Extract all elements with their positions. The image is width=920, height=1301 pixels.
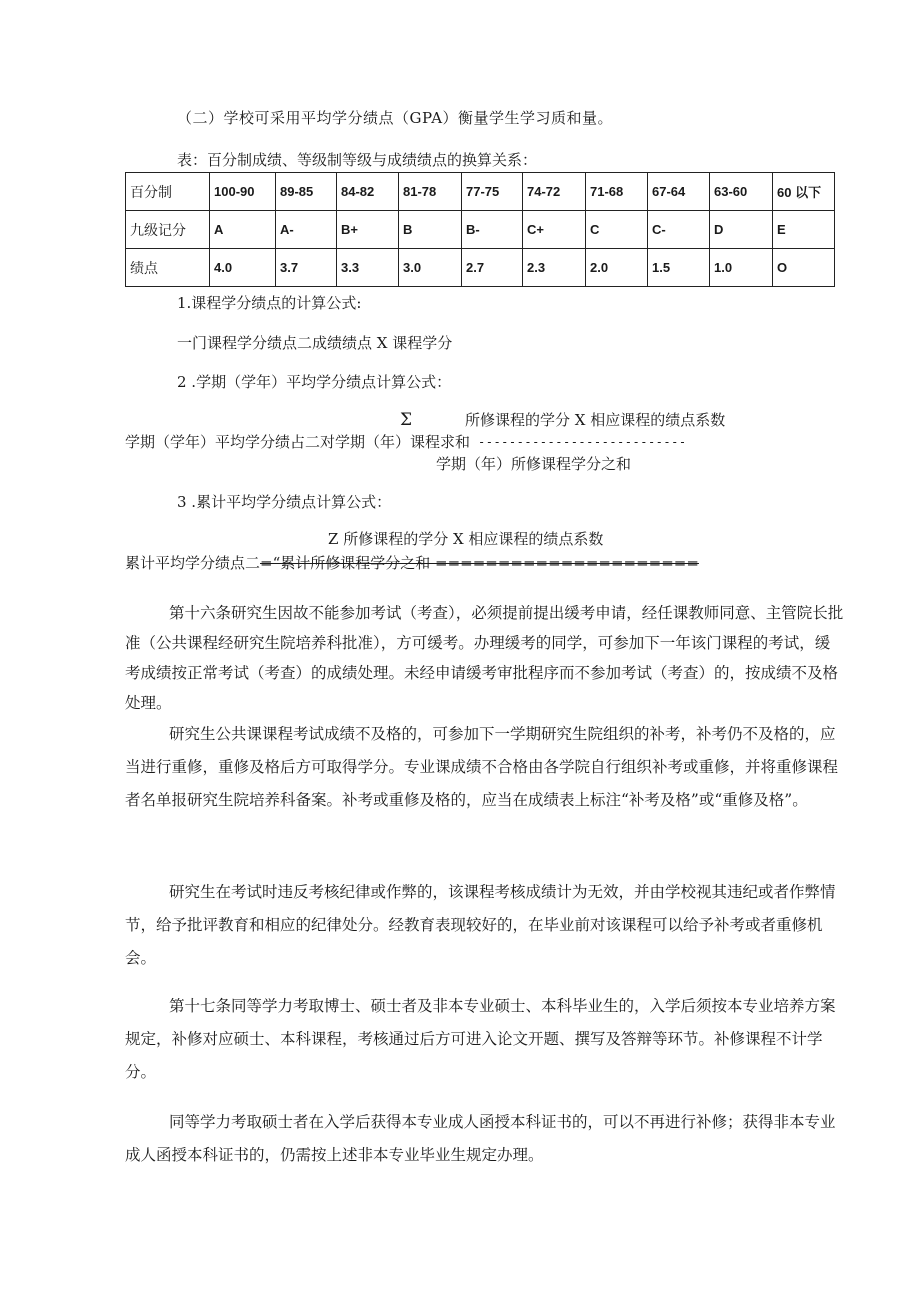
row-label: 绩点 <box>126 249 210 287</box>
table-cell: B- <box>462 211 523 249</box>
formula1-body: 一门课程学分绩点二成绩绩点 X 课程学分 <box>177 334 453 352</box>
table-cell: 74-72 <box>523 173 586 211</box>
table-cell: E <box>773 211 835 249</box>
table-cell: 81-78 <box>399 173 462 211</box>
table-cell: 3.7 <box>276 249 337 287</box>
table-cell: 63-60 <box>710 173 773 211</box>
article-17-paragraph <box>125 990 845 1089</box>
table-caption: 表：百分制成绩、等级制等级与成绩绩点的换算关系： <box>177 151 538 169</box>
table-row-points-row <box>126 249 835 287</box>
table-cell: A- <box>276 211 337 249</box>
equivalent-text: 同等学力考取硕士者在入学后获得本专业成人函授本科证书的，可以不再进行补修；获得非本专业成人函授本科证书的，仍需按上述非本专业毕业生规定办理。 <box>125 1113 836 1164</box>
table-cell: 1.0 <box>710 249 773 287</box>
table-cell: C- <box>648 211 710 249</box>
table-cell: D <box>710 211 773 249</box>
formula3-lhs: 累计平均学分绩点二 <box>125 554 261 572</box>
table-cell: 77-75 <box>462 173 523 211</box>
formula2-lhs: 学期（学年）平均学分绩占二对学期（年）课程求和 <box>125 433 471 451</box>
row-label: 九级记分 <box>126 211 210 249</box>
table-cell: 71-68 <box>586 173 648 211</box>
table-cell: 2.0 <box>586 249 648 287</box>
retake-paragraph <box>125 718 845 817</box>
table-cell: 2.7 <box>462 249 523 287</box>
formula1-heading: 1.课程学分绩点的计算公式: <box>177 294 362 312</box>
formula3-numerator: Z 所修课程的学分 X 相应课程的绩点系数 <box>328 530 604 548</box>
table-cell: 4.0 <box>210 249 276 287</box>
table-cell: 2.3 <box>523 249 586 287</box>
formula2-heading: 2 .学期（学年）平均学分绩点计算公式： <box>177 373 452 391</box>
table-row-grade-row <box>126 211 835 249</box>
article-16-paragraph <box>125 598 845 718</box>
article-16-text: 第十六条研究生因故不能参加考试（考查），必须提前提出缓考申请，经任课教师同意、主管院长批准（公共课程经研究生院培养科批准），方可缓考。办理缓考的同学，可参加下一年该门课程的考试，缓考成绩按正常考试（考查）的成绩处理。未经申请缓考审批程序而不参加考试（考查）的，按成绩不及格处理。 <box>125 604 844 712</box>
table-cell: C+ <box>523 211 586 249</box>
sigma-symbol: Σ <box>400 410 413 430</box>
table-cell: 60 以下 <box>773 173 835 211</box>
formula3-heading: 3 .累计平均学分绩点计算公式： <box>177 493 392 511</box>
table-cell: B+ <box>337 211 399 249</box>
formula2-denominator: 学期（年）所修课程学分之和 <box>436 455 632 473</box>
formula3-struck-denominator: =“累计所修课程学分之和 ===================== <box>260 554 699 572</box>
row-label: 百分制 <box>126 173 210 211</box>
table-cell: 1.5 <box>648 249 710 287</box>
table-cell: 100-90 <box>210 173 276 211</box>
gpa-intro: （二）学校可采用平均学分绩点（GPA）衡量学生学习质和量。 <box>177 109 614 127</box>
table-cell: 84-82 <box>337 173 399 211</box>
formula2-numerator: 所修课程的学分 X 相应课程的绩点系数 <box>465 411 726 429</box>
table-cell: A <box>210 211 276 249</box>
cheating-text: 研究生在考试时违反考核纪律或作弊的，该课程考核成绩计为无效，并由学校视其违纪或者作弊情节，给予批评教育和相应的纪律处分。经教育表现较好的，在毕业前对该课程可以给予补考或者重修机会。 <box>125 883 836 967</box>
table-cell: 3.3 <box>337 249 399 287</box>
table-cell: B <box>399 211 462 249</box>
equivalent-paragraph <box>125 1106 845 1172</box>
formula2-dashes: --------------------------- <box>478 435 687 449</box>
cheating-paragraph <box>125 876 845 975</box>
table-cell: 89-85 <box>276 173 337 211</box>
table-cell: O <box>773 249 835 287</box>
table-cell: 3.0 <box>399 249 462 287</box>
table-row-percent-row <box>126 173 835 211</box>
table-cell: C <box>586 211 648 249</box>
retake-text: 研究生公共课课程考试成绩不及格的，可参加下一学期研究生院组织的补考，补考仍不及格的，应当进行重修，重修及格后方可取得学分。专业课成绩不合格由各学院自行组织补考或重修，并将重修课程者名单报研究生院培养科备案。补考或重修及格的，应当在成绩表上标注“补考及格”或“重修及格”。 <box>125 725 839 809</box>
table-cell: 67-64 <box>648 173 710 211</box>
article-17-text: 第十七条同等学力考取博士、硕士者及非本专业硕士、本科毕业生的，入学后须按本专业培养方案规定，补修对应硕士、本科课程，考核通过后方可进入论文开题、撰写及答辩等环节。补修课程不计学分。 <box>125 997 836 1081</box>
grade-conversion-table <box>125 172 835 287</box>
